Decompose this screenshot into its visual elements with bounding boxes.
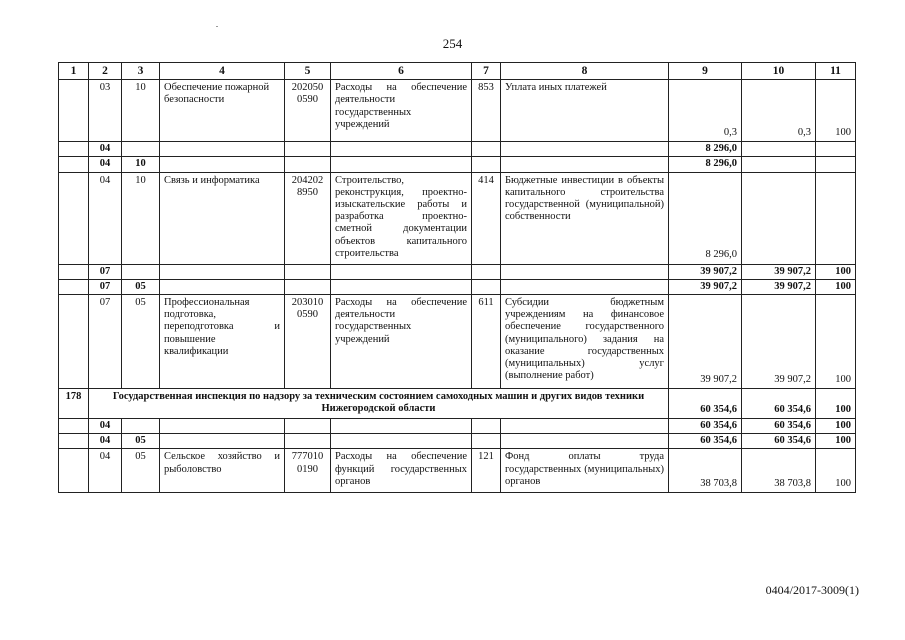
- cell-section: 04: [89, 172, 122, 264]
- cell-target-name: [331, 264, 472, 279]
- cell-expense-type: Субсидии бюджетным учреждениям на финансовое обеспечение государственного (муниципального) задания на оказание государственных (муниципальных) услуг (выполнение работ): [501, 295, 669, 389]
- cell-subsection: 10: [122, 157, 160, 172]
- cell-amount-col10: [742, 142, 816, 157]
- cell-amount-col10: 60 354,6: [742, 434, 816, 449]
- header-cell: 3: [122, 63, 160, 80]
- cell-amount-col9: 60 354,6: [669, 389, 742, 419]
- cell-target-code: [285, 157, 331, 172]
- cell-percent: 100: [816, 419, 856, 434]
- cell-target-name: [331, 279, 472, 294]
- cell-amount-col9: 8 296,0: [669, 172, 742, 264]
- cell-target-name: Расходы на обеспечение функций государственных органов: [331, 449, 472, 493]
- cell-target-name: [331, 157, 472, 172]
- cell-section: 07: [89, 295, 122, 389]
- header-cell: 11: [816, 63, 856, 80]
- cell-section: 04: [89, 157, 122, 172]
- table-row: [59, 80, 856, 142]
- cell-target-code: 202050 0590: [285, 80, 331, 142]
- cell-col1: [59, 80, 89, 142]
- cell-expense-code: [472, 157, 501, 172]
- cell-org-code: 178: [59, 389, 89, 419]
- cell-expense-type: Бюджетные инвестиции в объекты капитального строительства государственной (муниципальной) собственности: [501, 172, 669, 264]
- cell-name: Сельское хозяйство и рыболовство: [160, 449, 285, 493]
- cell-org-name: Государственная инспекция по надзору за техническим состоянием самоходных машин и других видов техники Нижегородской области: [89, 389, 669, 419]
- cell-amount-col10: 39 907,2: [742, 295, 816, 389]
- header-cell: 7: [472, 63, 501, 80]
- cell-expense-type: Уплата иных платежей: [501, 80, 669, 142]
- cell-target-code: [285, 142, 331, 157]
- table-row: [59, 434, 856, 449]
- cell-section: 04: [89, 434, 122, 449]
- cell-name: [160, 279, 285, 294]
- cell-target-code: [285, 279, 331, 294]
- table-row: [59, 172, 856, 264]
- cell-target-name: Строительство, реконструкция, проектно-изыскательские работы и разработка проектно-сметной документации объектов капитального строительства: [331, 172, 472, 264]
- cell-name: Обеспечение пожарной безопасности: [160, 80, 285, 142]
- cell-percent: 100: [816, 279, 856, 294]
- cell-expense-code: [472, 279, 501, 294]
- table-row: [59, 157, 856, 172]
- cell-section: 04: [89, 142, 122, 157]
- cell-subsection: [122, 264, 160, 279]
- scan-speck: [216, 26, 218, 27]
- cell-expense-code: 414: [472, 172, 501, 264]
- cell-expense-type: [501, 419, 669, 434]
- header-cell: 1: [59, 63, 89, 80]
- header-cell: 10: [742, 63, 816, 80]
- cell-amount-col9: 38 703,8: [669, 449, 742, 493]
- cell-name: Профессиональная подготовка, переподготовка и повышение квалификации: [160, 295, 285, 389]
- cell-amount-col10: 39 907,2: [742, 264, 816, 279]
- cell-amount-col9: 8 296,0: [669, 142, 742, 157]
- cell-amount-col9: 60 354,6: [669, 419, 742, 434]
- cell-amount-col10: 60 354,6: [742, 419, 816, 434]
- cell-name: [160, 419, 285, 434]
- table-row: [59, 264, 856, 279]
- header-cell: 5: [285, 63, 331, 80]
- page-number: 254: [442, 36, 463, 51]
- cell-percent: [816, 142, 856, 157]
- cell-col1: [59, 449, 89, 493]
- cell-target-name: [331, 434, 472, 449]
- table-row: [59, 419, 856, 434]
- cell-percent: 100: [816, 80, 856, 142]
- cell-name: [160, 264, 285, 279]
- cell-subsection: 05: [122, 449, 160, 493]
- cell-percent: 100: [816, 434, 856, 449]
- cell-subsection: [122, 419, 160, 434]
- cell-expense-type: [501, 434, 669, 449]
- cell-amount-col10: 60 354,6: [742, 389, 816, 419]
- cell-expense-code: 121: [472, 449, 501, 493]
- cell-section: 03: [89, 80, 122, 142]
- table-row: [59, 279, 856, 294]
- cell-expense-type: [501, 157, 669, 172]
- cell-section: 04: [89, 449, 122, 493]
- cell-expense-type: [501, 264, 669, 279]
- cell-subsection: 05: [122, 279, 160, 294]
- cell-amount-col9: 60 354,6: [669, 434, 742, 449]
- cell-target-code: [285, 264, 331, 279]
- cell-target-name: Расходы на обеспечение деятельности государственных учреждений: [331, 80, 472, 142]
- cell-target-code: [285, 434, 331, 449]
- cell-amount-col10: 39 907,2: [742, 279, 816, 294]
- cell-percent: [816, 157, 856, 172]
- cell-subsection: [122, 142, 160, 157]
- cell-section: 07: [89, 279, 122, 294]
- cell-amount-col10: [742, 157, 816, 172]
- cell-name: [160, 434, 285, 449]
- header-cell: 4: [160, 63, 285, 80]
- cell-col1: [59, 157, 89, 172]
- table-row: [59, 449, 856, 493]
- document-code: 0404/2017-3009(1): [765, 583, 859, 597]
- cell-amount-col9: 39 907,2: [669, 279, 742, 294]
- budget-table: [58, 62, 856, 493]
- cell-target-name: [331, 142, 472, 157]
- cell-subsection: 10: [122, 172, 160, 264]
- header-cell: 2: [89, 63, 122, 80]
- cell-name: Связь и информатика: [160, 172, 285, 264]
- cell-target-name: [331, 419, 472, 434]
- cell-expense-code: [472, 434, 501, 449]
- cell-amount-col9: 0,3: [669, 80, 742, 142]
- table-row: [59, 295, 856, 389]
- cell-amount-col10: 38 703,8: [742, 449, 816, 493]
- cell-subsection: 05: [122, 434, 160, 449]
- cell-col1: [59, 279, 89, 294]
- cell-expense-code: [472, 142, 501, 157]
- cell-section: 07: [89, 264, 122, 279]
- cell-percent: 100: [816, 449, 856, 493]
- cell-subsection: 10: [122, 80, 160, 142]
- cell-expense-type: [501, 279, 669, 294]
- header-cell: 6: [331, 63, 472, 80]
- table-row: [59, 142, 856, 157]
- cell-col1: [59, 172, 89, 264]
- cell-subsection: 05: [122, 295, 160, 389]
- cell-percent: 100: [816, 264, 856, 279]
- cell-expense-code: 853: [472, 80, 501, 142]
- cell-amount-col9: 39 907,2: [669, 264, 742, 279]
- header-cell: 8: [501, 63, 669, 80]
- cell-target-name: Расходы на обеспечение деятельности государственных учреждений: [331, 295, 472, 389]
- cell-name: [160, 157, 285, 172]
- cell-amount-col10: 0,3: [742, 80, 816, 142]
- table-row-organization: [59, 389, 856, 419]
- cell-col1: [59, 419, 89, 434]
- header-cell: 9: [669, 63, 742, 80]
- cell-amount-col10: [742, 172, 816, 264]
- cell-expense-type: [501, 142, 669, 157]
- cell-col1: [59, 264, 89, 279]
- cell-target-code: 777010 0190: [285, 449, 331, 493]
- cell-expense-code: [472, 419, 501, 434]
- cell-amount-col9: 39 907,2: [669, 295, 742, 389]
- cell-target-code: 203010 0590: [285, 295, 331, 389]
- cell-col1: [59, 142, 89, 157]
- table-header-row: [59, 63, 856, 80]
- cell-percent: 100: [816, 389, 856, 419]
- cell-section: 04: [89, 419, 122, 434]
- cell-amount-col9: 8 296,0: [669, 157, 742, 172]
- cell-target-code: 204202 8950: [285, 172, 331, 264]
- cell-target-code: [285, 419, 331, 434]
- cell-col1: [59, 295, 89, 389]
- cell-col1: [59, 434, 89, 449]
- cell-expense-type: Фонд оплаты труда государственных (муниципальных) органов: [501, 449, 669, 493]
- cell-percent: [816, 172, 856, 264]
- cell-percent: 100: [816, 295, 856, 389]
- cell-expense-code: 611: [472, 295, 501, 389]
- cell-expense-code: [472, 264, 501, 279]
- cell-name: [160, 142, 285, 157]
